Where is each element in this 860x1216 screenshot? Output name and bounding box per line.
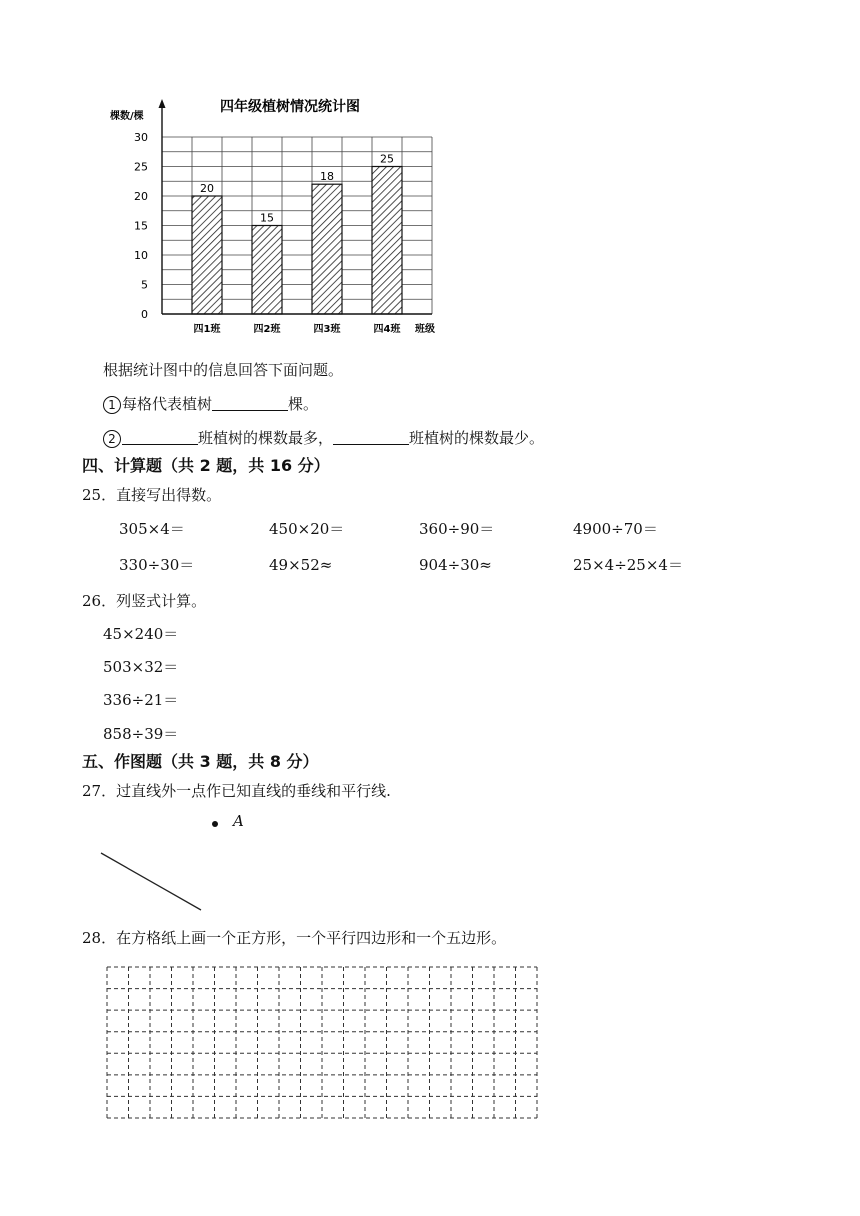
y-tick-label: 30	[134, 131, 148, 144]
q24-item-1	[103, 394, 318, 414]
section-4-heading: 四、计算题（共 2 题，共 16 分）	[82, 456, 330, 475]
y-axis-arrow-icon	[159, 99, 166, 108]
y-axis-label: 棵数/棵	[110, 111, 144, 122]
q28-label: 28．在方格纸上画一个正方形，一个平行四边形和一个五边形。	[82, 929, 507, 947]
x-axis-label: 班级	[415, 324, 435, 335]
data-label: 25	[380, 152, 394, 166]
q25-item: 360÷90＝	[419, 520, 495, 538]
q24-intro: 根据统计图中的信息回答下面问题。	[103, 361, 344, 379]
data-label: 20	[200, 182, 214, 195]
point-a-dot	[212, 821, 218, 827]
answer-blank-grid-unit[interactable]	[212, 395, 288, 411]
q24-item-2	[103, 428, 544, 448]
data-label: 18	[320, 170, 334, 184]
q25-item: 904÷30≈	[419, 556, 492, 574]
q25-item: 25×4÷25×4＝	[573, 556, 683, 574]
y-tick-label: 25	[134, 160, 148, 174]
given-line	[96, 848, 206, 914]
x-tick-label: 四1班	[193, 324, 221, 335]
x-tick-label: 四3班	[313, 324, 341, 335]
q26-item: 858÷39＝	[103, 725, 179, 743]
chart-title: 四年级植树情况统计图	[220, 99, 360, 115]
q25-item: 4900÷70＝	[573, 520, 658, 538]
q24-item-2-middle: 班植树的棵数最多，	[198, 429, 334, 447]
bar-1	[192, 196, 222, 314]
x-tick-label: 四4班	[373, 324, 401, 335]
y-tick-label: 5	[141, 278, 148, 292]
tree-planting-bar-chart	[100, 92, 460, 347]
x-tick-label: 四2班	[253, 324, 281, 335]
q25-item: 330÷30＝	[119, 556, 195, 574]
q26-item: 336÷21＝	[103, 691, 179, 709]
y-tick-label: 15	[134, 219, 148, 233]
answer-blank-most[interactable]	[122, 429, 198, 445]
q24-item-1-prefix: 每格代表植树	[122, 395, 213, 413]
q24-item-2-suffix: 班植树的棵数最少。	[409, 429, 545, 447]
y-tick-label: 0	[141, 308, 148, 321]
q26-item: 503×32＝	[103, 658, 179, 676]
dotted-grid-paper[interactable]	[105, 965, 539, 1120]
bar-2	[252, 226, 282, 315]
q25-item: 305×4＝	[119, 520, 185, 538]
point-a-label: A	[233, 812, 244, 830]
bar-3	[312, 184, 342, 314]
answer-blank-least[interactable]	[333, 429, 409, 445]
data-label: 15	[260, 211, 274, 225]
circled-number-1: 1	[103, 396, 121, 414]
q27-label: 27．过直线外一点作已知直线的垂线和平行线.	[82, 782, 391, 800]
q25-item: 450×20＝	[269, 520, 345, 538]
bar-4	[372, 167, 402, 315]
section-5-heading: 五、作图题（共 3 题，共 8 分）	[82, 752, 319, 771]
circled-number-2: 2	[103, 430, 121, 448]
q26-label: 26．列竖式计算。	[82, 592, 207, 610]
y-tick-label: 10	[134, 249, 148, 262]
q26-item: 45×240＝	[103, 625, 179, 643]
q24-item-1-suffix: 棵。	[288, 395, 319, 413]
q25-item: 49×52≈	[269, 556, 333, 574]
y-tick-label: 20	[134, 190, 148, 203]
q25-label: 25．直接写出得数。	[82, 486, 222, 504]
